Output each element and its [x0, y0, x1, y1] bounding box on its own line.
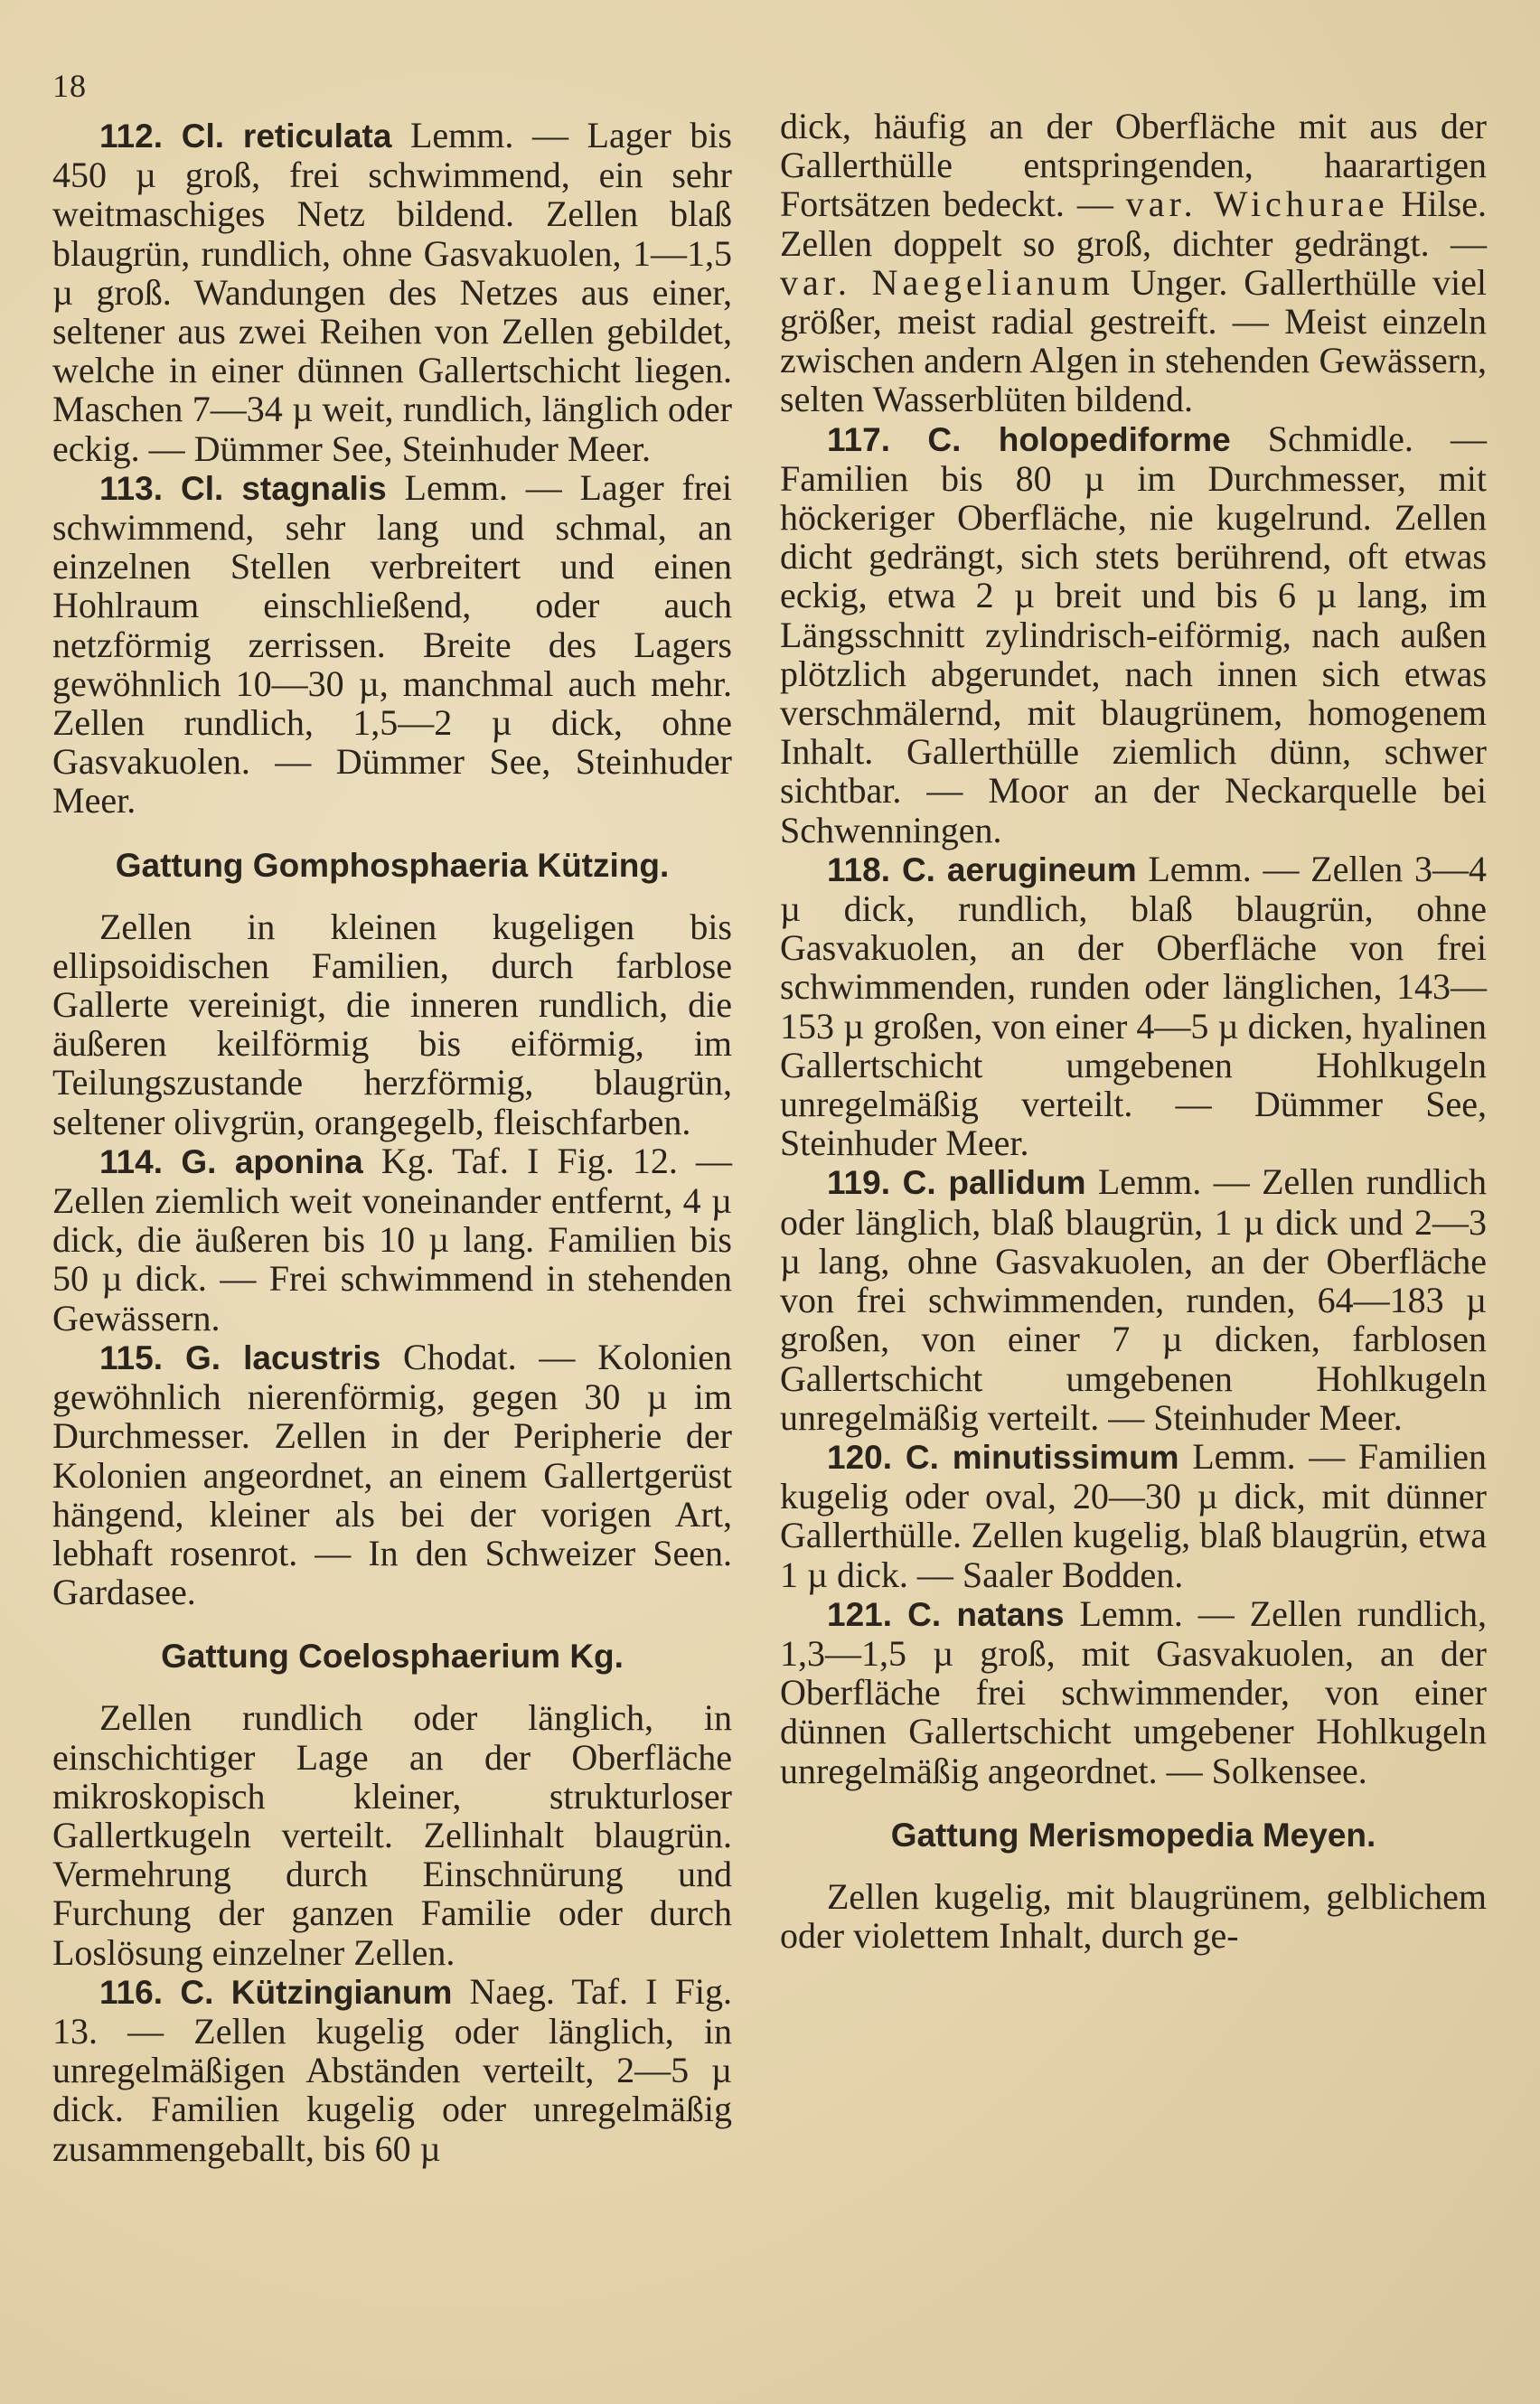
right-column: [780, 107, 1487, 1955]
genus-heading-gomphosphaeria: Gattung Gomphosphaeria Kützing.: [115, 846, 670, 884]
entry-text: dick, häufig an der Oberfläche mit aus der Gallerthülle entspringenden, haarartigen Fortsätzen bedeckt. —: [780, 106, 1487, 225]
entry-heading: 121. C. natans: [827, 1595, 1065, 1633]
entry-115: [52, 1338, 732, 1611]
entry-text: Lemm. — Lager frei schwimmend, sehr lang und schmal, an einzelnen Stellen verbreitert und einen Hohlraum einschließend, oder auch netzförmig zerrissen. Breite des Lagers gewöhnlich 10—30 µ, manchmal auch mehr. Zellen rundlich, 1,5—2 µ dick, ohne Gasvakuolen. — Dümmer See, Steinhuder Meer.: [52, 466, 732, 822]
genus-description: Zellen rundlich oder länglich, in einschichtiger Lage an der Oberfläche mikroskopisch kleiner, strukturloser Gallertkugeln verteilt. Zellinhalt blaugrün. Vermehrung durch Einschnürung und Furchung der ganzen Familie oder durch Loslösung einzelner Zellen.: [52, 1697, 732, 1973]
entry-text: Schmidle. — Familien bis 80 µ im Durchmesser, mit höckeriger Oberfläche, nie kugelrund. Zellen dicht gedrängt, sich stets berührend, oft etwas eckig, etwa 2 µ breit und bis 6 µ lang, im Längsschnitt zylindrisch-eiförmig, nach außen plötzlich abgerundet, nach innen sich etwas verschmälernd, mit blaugrünem, homogenem Inhalt. Gallerthülle ziemlich dünn, schwer sichtbar. — Moor an der Neckarquelle bei Schwenningen.: [780, 418, 1487, 850]
entry-text: Lemm. — Zellen rundlich, 1,3—1,5 µ groß, mit Gasvakuolen, an der Oberfläche frei schwimmender, von einer dünnen Gallertschicht umgebener Hohlkugeln unregelmäßig angeordnet. — Solkensee.: [780, 1592, 1487, 1791]
entry-text: Unger. Gallerthülle viel größer, meist radial gestreift. — Meist einzeln zwischen andern Algen in stehenden Gewässern, selten Wasserblüten bildend.: [780, 261, 1487, 420]
entry-heading: 120. C. minutissimum: [827, 1438, 1179, 1476]
genus-description: Zellen in kleinen kugeligen bis ellipsoidischen Familien, durch farblose Gallerte vereinigt, die inneren rundlich, die äußeren keilförmig bis eiförmig, im Teilungszustande herzförmig, blaugrün, seltener olivgrün, orangegelb, fleischfarben.: [52, 906, 732, 1142]
entry-text: Lemm. — Lager bis 450 µ groß, frei schwimmend, ein sehr weitmaschiges Netz bildend. Zellen blaß blaugrün, rundlich, ohne Gasvakuolen, 1—1,5 µ groß. Wandungen des Netzes aus einer, seltener aus zwei Reihen von Zellen gebildet, welche in einer dünnen Gallertschicht liegen. Maschen 7—34 µ weit, rundlich, länglich oder eckig. — Dümmer See, Steinhuder Meer.: [52, 115, 733, 469]
entry-117: [780, 419, 1487, 850]
variety-label: var. Naegelianum: [780, 261, 1114, 303]
entry-heading: 117. C. holopediforme: [827, 420, 1231, 458]
page-number: 18: [52, 68, 87, 104]
entry-text: Hilse. Zellen doppelt so groß, dichter gedrängt. —: [780, 183, 1487, 264]
entry-114: [52, 1141, 732, 1338]
entry-text: Kg. Taf. I Fig. 12. — Zellen ziemlich weit voneinander entfernt, 4 µ dick, die äußeren bis 10 µ lang. Familien bis 50 µ dick. — Frei schwimmend in stehenden Gewässern.: [52, 1140, 732, 1338]
entry-heading: 113. Cl. stagnalis: [99, 469, 387, 507]
entry-heading: 115. G. lacustris: [99, 1338, 381, 1376]
entry-text: Lemm. — Familien kugelig oder oval, 20—30 µ dick, mit dünner Gallerthülle. Zellen kugelig, blaß blaugrün, etwa 1 µ dick. — Saaler Bodden.: [780, 1435, 1488, 1595]
entry-text: Lemm. — Zellen rundlich oder länglich, blaß blaugrün, 1 µ dick und 2—3 µ lang, ohne Gasvakuolen, an der Oberfläche von frei schwimmenden, runden, 64—183 µ großen, von einer 7 µ dicken, farblosen Gallertschicht umgebenen Hohlkugeln unregelmäßig verteilt. — Steinhuder Meer.: [780, 1161, 1487, 1438]
entry-heading: 118. C. aerugineum: [827, 850, 1137, 888]
entry-heading: 114. G. aponina: [99, 1142, 363, 1180]
genus-heading-coelosphaerium: Gattung Coelosphaerium Kg.: [161, 1638, 624, 1676]
genus-heading-merismopedia: Gattung Merismopedia Meyen.: [890, 1816, 1376, 1854]
entry-112: [52, 116, 732, 468]
entry-heading: 116. C. Kützingianum: [99, 1973, 453, 2011]
entry-text: Chodat. — Kolonien gewöhnlich nierenförmig, gegen 30 µ im Durchmesser. Zellen in der Peripherie der Kolonien angeordnet, an einem Gallertgerüst hängend, kleiner als bei der vorigen Art, lebhaft rosenrot. — In den Schweizer Seen. Gardasee.: [52, 1336, 732, 1613]
entry-116-continued: [780, 107, 1487, 419]
entry-113: [52, 468, 732, 821]
entry-116: [52, 1972, 732, 2168]
entry-heading: 112. Cl. reticulata: [99, 117, 392, 155]
entry-121: [780, 1594, 1487, 1790]
variety-label: var. Wichurae: [1125, 183, 1389, 225]
entry-text: Naeg. Taf. I Fig. 13. — Zellen kugelig oder länglich, in unregelmäßigen Abständen verteilt, 2—5 µ dick. Familien kugelig oder unregelmäßig zusammengeballt, bis 60 µ: [52, 1970, 732, 2169]
genus-description: Zellen kugelig, mit blaugrünem, gelblichem oder violettem Inhalt, durch ge-: [780, 1875, 1487, 1956]
entry-118: [780, 850, 1487, 1163]
entry-120: [780, 1437, 1487, 1594]
left-column: [52, 116, 732, 2168]
entry-119: [780, 1162, 1487, 1436]
entry-text: Lemm. — Zellen 3—4 µ dick, rundlich, blaß blaugrün, ohne Gasvakuolen, an der Oberfläche von frei schwimmenden, runden oder länglichen, 143—153 µ großen, von einer 4—5 µ dicken, hyalinen Gallertschicht umgebenen Hohlkugeln unregelmäßig verteilt. — Dümmer See, Steinhuder Meer.: [780, 848, 1487, 1164]
entry-heading: 119. C. pallidum: [827, 1164, 1086, 1202]
